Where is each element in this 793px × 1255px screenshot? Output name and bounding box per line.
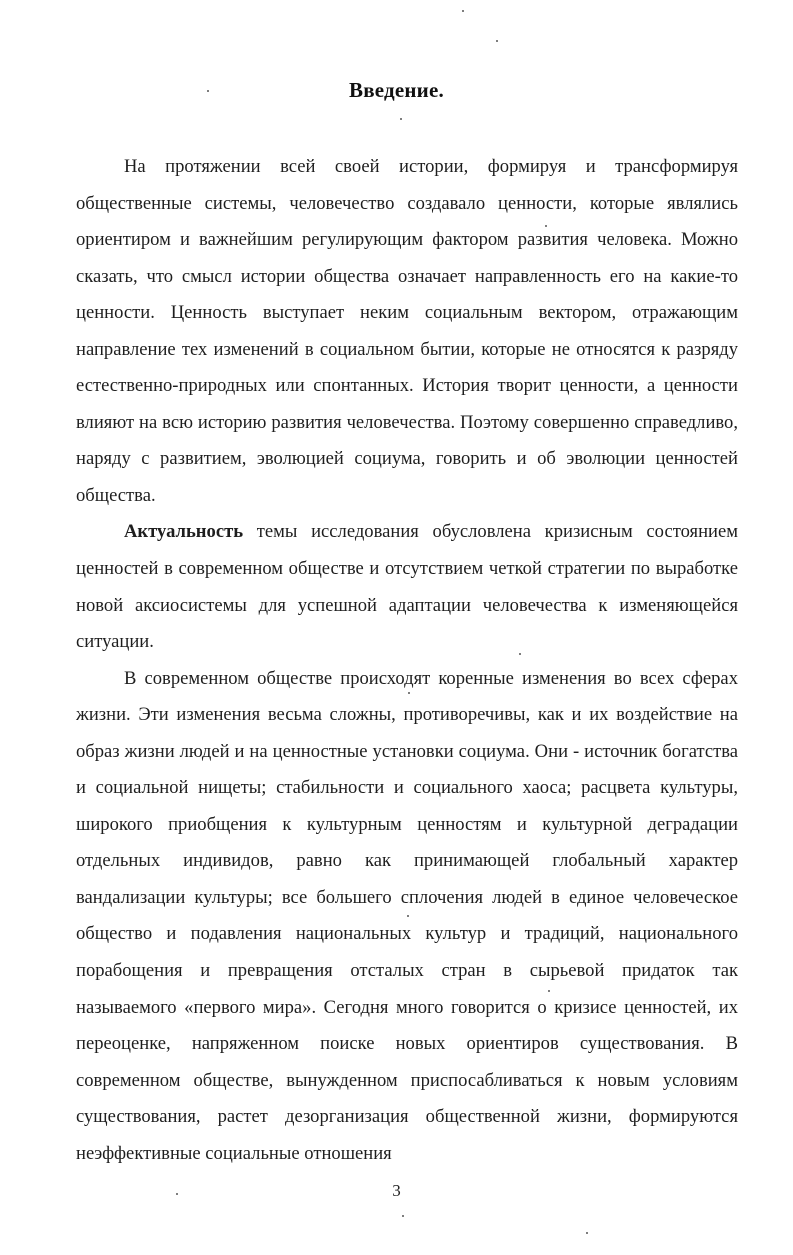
- scan-speck: [496, 40, 498, 42]
- scan-speck: [548, 990, 550, 992]
- relevance-lead: Актуальность: [124, 521, 244, 543]
- scan-speck: [407, 915, 409, 917]
- paragraph-relevance: [76, 514, 738, 660]
- scan-speck: [400, 118, 402, 120]
- page-number: 3: [392, 1181, 401, 1200]
- scan-speck: [408, 692, 410, 694]
- relevance-text: темы исследования обусловлена кризисным состоянием ценностей в современном обществе и отсутствием четкой стратегии по выработке новой аксиосистемы для успешной адаптации человечества к изменяющейся ситуации.: [76, 521, 738, 653]
- page-title: Введение.: [349, 78, 444, 102]
- scan-speck: [545, 225, 547, 227]
- paragraph-intro: На протяжении всей своей истории, формируя и трансформируя общественные системы, человечество создавало ценности, которые являлись ориентиром и важнейшим регулирующим фактором развития человека. Можно сказать, что смысл истории общества означает направленность его на какие-то ценности. Ценность выступает неким социальным вектором, отражающим направление тех изменений в социальном бытии, которые не относятся к разряду естественно-природных или спонтанных. История творит ценности, а ценности влияют на всю историю развития человечества. Поэтому совершенно справедливо, наряду с развитием, эволюцией социума, говорить и об эволюции ценностей общества.: [76, 156, 738, 506]
- scan-speck: [462, 10, 464, 12]
- scan-speck: [519, 653, 521, 655]
- paragraph-modern-society: В современном обществе происходят коренные изменения во всех сферах жизни. Эти изменения весьма сложны, противоречивы, как и их воздействие на образ жизни людей и на ценностные установки социума. Они - источник богатства и социальной нищеты; стабильности и социального хаоса; расцвета культуры, широкого приобщения к культурным ценностям и культурной деградации отдельных индивидов, равно как принимающей глобальный характер вандализации культуры; все большего сплочения людей в единое человеческое общество и подавления национальных культур и традиций, национального порабощения и превращения отсталых стран в сырьевой придаток так называемого «первого мира». Сегодня много говорится о кризисе ценностей, их переоценке, напряженном поиске новых ориентиров существования. В современном обществе, вынужденном приспосабливаться к новым условиям существования, растет дезорганизация общественной жизни, формируются неэффективные социальные отношения: [76, 667, 738, 1164]
- scan-speck: [402, 1215, 404, 1217]
- scan-speck: [176, 1193, 178, 1195]
- scan-speck: [207, 90, 209, 92]
- document-body: [76, 149, 738, 1172]
- scan-speck: [586, 1232, 588, 1234]
